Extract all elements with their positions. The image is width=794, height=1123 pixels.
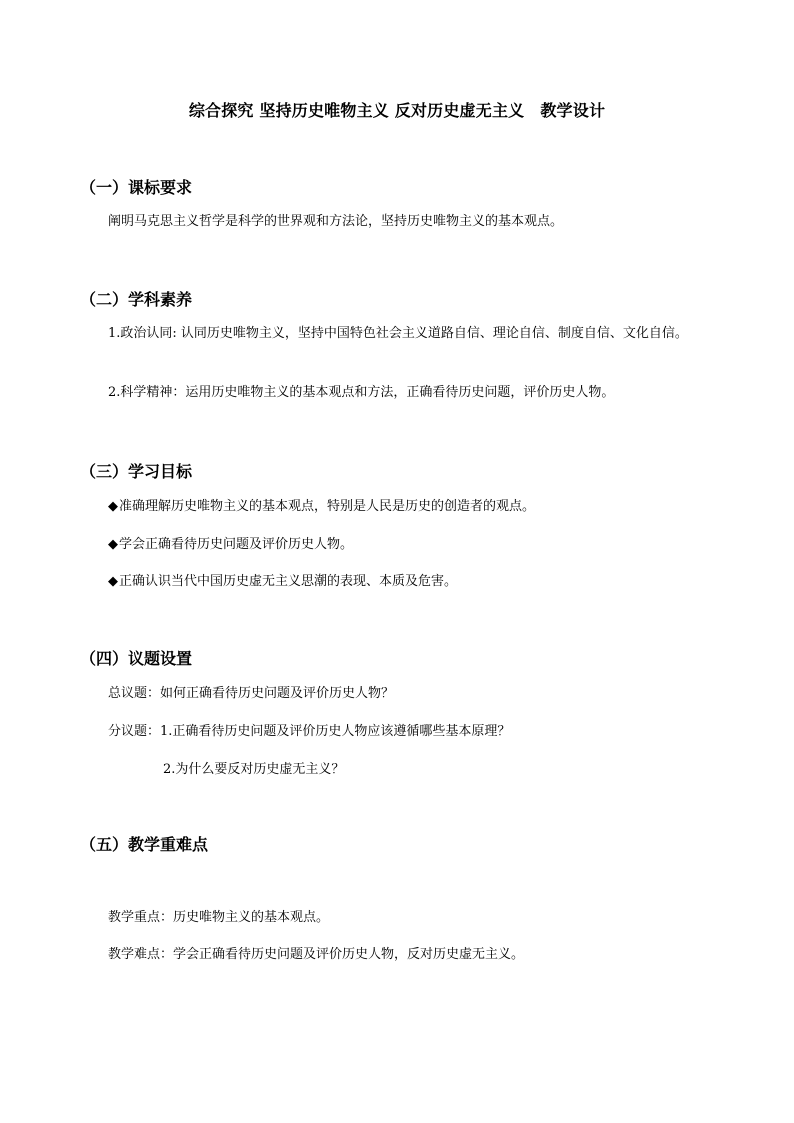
document-title	[0, 98, 794, 121]
competency-political-identity: 1.政治认同: 认同历史唯物主义，坚持中国特色社会主义道路自信、理论自信、制度自信、文化自信。	[108, 326, 688, 341]
competency-scientific-spirit: 2.科学精神：运用历史唯物主义的基本观点和方法，正确看待历史问题，评价历史人物。	[108, 385, 615, 400]
list-item	[108, 534, 353, 556]
list-item	[108, 571, 457, 593]
title-tail: 教学设计	[540, 101, 606, 120]
section-heading-core-competencies: （二）学科素养	[80, 290, 193, 309]
diamond-bullet-icon: ◆	[108, 574, 118, 589]
section-heading-curriculum-standards: （一）课标要求	[80, 178, 193, 197]
curriculum-standard-text: 阐明马克思主义哲学是科学的世界观和方法论，坚持历史唯物主义的基本观点。	[108, 214, 564, 229]
section-heading-learning-objectives: （三）学习目标	[80, 462, 193, 481]
sub-topic-1-text: 分议题：1.正确看待历史问题及评价历史人物应该遵循哪些基本原理？	[108, 724, 511, 739]
section-heading-key-difficult-points: （五）教学重难点	[80, 835, 209, 854]
teaching-key-point-text: 教学重点：历史唯物主义的基本观点。	[108, 910, 330, 925]
diamond-bullet-icon: ◆	[108, 499, 118, 514]
teaching-difficult-point-text: 教学难点：学会正确看待历史问题及评价历史人物，反对历史虚无主义。	[108, 947, 525, 962]
objective-text: 准确理解历史唯物主义的基本观点，特别是人民是历史的创造者的观点。	[119, 499, 536, 514]
objective-text: 正确认识当代中国历史虚无主义思潮的表现、本质及危害。	[119, 574, 458, 589]
sub-topic-2-text: 2.为什么要反对历史虚无主义？	[163, 762, 345, 777]
title-main: 综合探究 坚持历史唯物主义 反对历史虚无主义	[188, 101, 525, 120]
diamond-bullet-icon: ◆	[108, 537, 118, 552]
main-topic-text: 总议题：如何正确看待历史问题及评价历史人物？	[108, 686, 395, 701]
objective-text: 学会正确看待历史问题及评价历史人物。	[119, 537, 354, 552]
list-item	[108, 496, 535, 518]
section-heading-topic-setting: （四）议题设置	[80, 649, 193, 668]
